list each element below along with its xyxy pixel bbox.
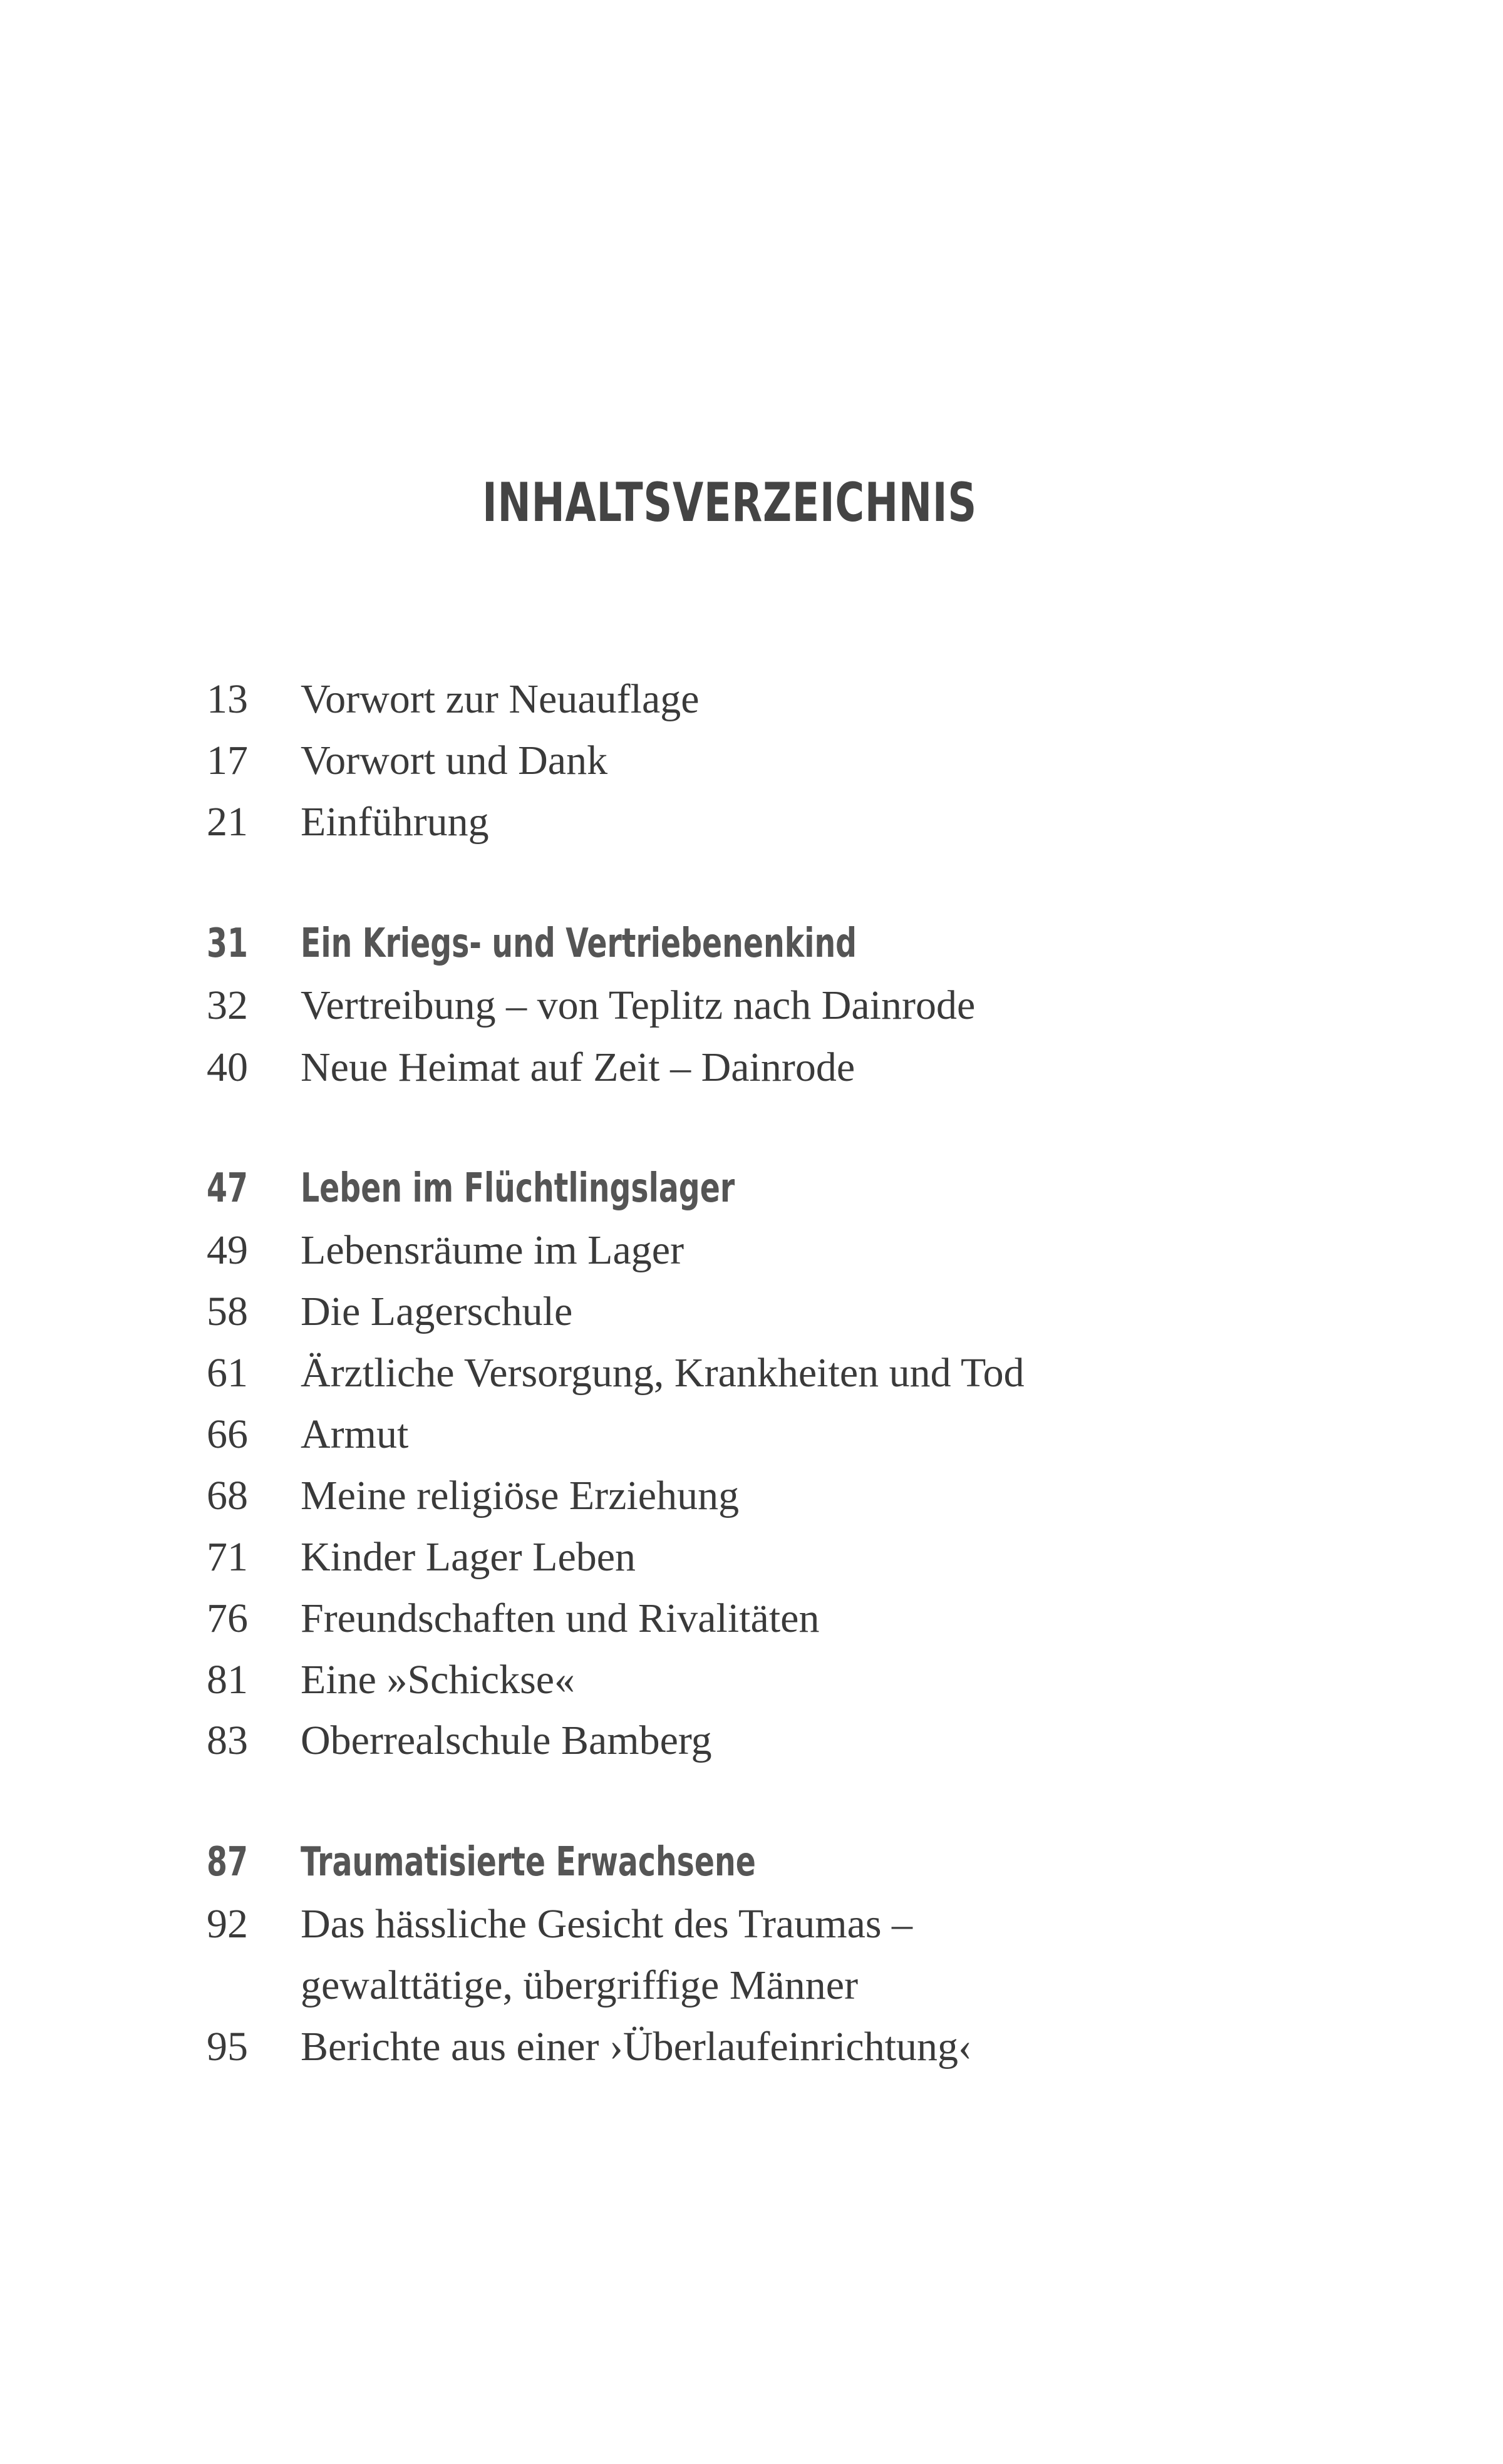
toc-page-number: 21 [207, 799, 248, 845]
toc-page-number: 61 [207, 1350, 248, 1396]
toc-entry [0, 1220, 1503, 1281]
toc-page-number: 49 [207, 1227, 248, 1273]
toc-page-number: 76 [207, 1595, 248, 1641]
toc-page-number: 32 [207, 982, 248, 1028]
toc-entry-title: Das hässliche Gesicht des Traumas – [301, 1901, 913, 1947]
toc-entry-title: Berichte aus einer ›Überlaufeinrichtung‹ [301, 2024, 973, 2070]
toc-entry [0, 1527, 1503, 1588]
toc-entry-title: Kinder Lager Leben [301, 1534, 636, 1580]
toc-entry [0, 791, 1503, 853]
toc-page-number: 66 [207, 1411, 248, 1457]
toc-entry [0, 1710, 1503, 1771]
toc-entry [0, 730, 1503, 791]
toc-entry-title: Lebensräume im Lager [301, 1227, 684, 1273]
toc-entry-title: Freundschaften und Rivalitäten [301, 1595, 820, 1641]
toc-entry [0, 975, 1503, 1036]
page-title: INHALTSVERZEICHNIS [482, 472, 977, 534]
toc-entry [0, 1281, 1503, 1343]
toc-entry [0, 1037, 1503, 1098]
toc-section-page-number: 47 [207, 1165, 248, 1212]
toc-entry-title: Einführung [301, 799, 489, 845]
toc-entry-title: Vertreibung – von Teplitz nach Dainrode [301, 982, 976, 1028]
toc-page-number: 68 [207, 1473, 248, 1518]
toc-entry-continuation [0, 1955, 1503, 2016]
toc-entry [0, 1343, 1503, 1404]
toc-page-number: 13 [207, 676, 248, 722]
toc-section-heading [0, 1158, 1503, 1219]
toc-entry-title-continuation: gewalttätige, übergriffige Männer [301, 1962, 859, 2008]
toc-page-number: 83 [207, 1718, 248, 1763]
toc-page-number: 92 [207, 1901, 248, 1947]
toc-entry-title: Vorwort und Dank [301, 738, 608, 783]
toc-entry-title: Meine religiöse Erziehung [301, 1473, 740, 1518]
toc-page-number: 40 [207, 1044, 248, 1090]
toc-section-title: Traumatisierte Erwachsene [301, 1839, 756, 1885]
toc-entry-title: Neue Heimat auf Zeit – Dainrode [301, 1044, 855, 1090]
toc-section-page-number: 31 [207, 920, 248, 967]
toc-section-title: Leben im Flüchtlingslager [301, 1165, 735, 1212]
toc-page-number: 58 [207, 1289, 248, 1334]
toc-section-title: Ein Kriegs- und Vertriebenenkind [301, 920, 857, 967]
toc-page-number: 71 [207, 1534, 248, 1580]
toc-entry [0, 1465, 1503, 1527]
toc-section-heading [0, 913, 1503, 974]
toc-section-heading [0, 1832, 1503, 1893]
toc-section-page-number: 87 [207, 1839, 248, 1885]
toc-entry [0, 1588, 1503, 1649]
toc-entry-title: Ärztliche Versorgung, Krankheiten und Tod [301, 1350, 1025, 1396]
toc-entry-title: Oberrealschule Bamberg [301, 1718, 712, 1763]
toc-entry-title: Eine »Schickse« [301, 1657, 576, 1703]
toc-entry-title: Armut [301, 1411, 409, 1457]
toc-entry-title: Die Lagerschule [301, 1289, 573, 1334]
toc-entry [0, 1404, 1503, 1465]
toc-entry [0, 669, 1503, 730]
toc-entry [0, 2016, 1503, 2078]
toc-page-number: 95 [207, 2024, 248, 2070]
toc-page-number: 17 [207, 738, 248, 783]
toc-page-number: 81 [207, 1657, 248, 1703]
toc-entry-title: Vorwort zur Neuauflage [301, 676, 700, 722]
toc-entry [0, 1894, 1503, 1955]
toc-entry [0, 1649, 1503, 1711]
